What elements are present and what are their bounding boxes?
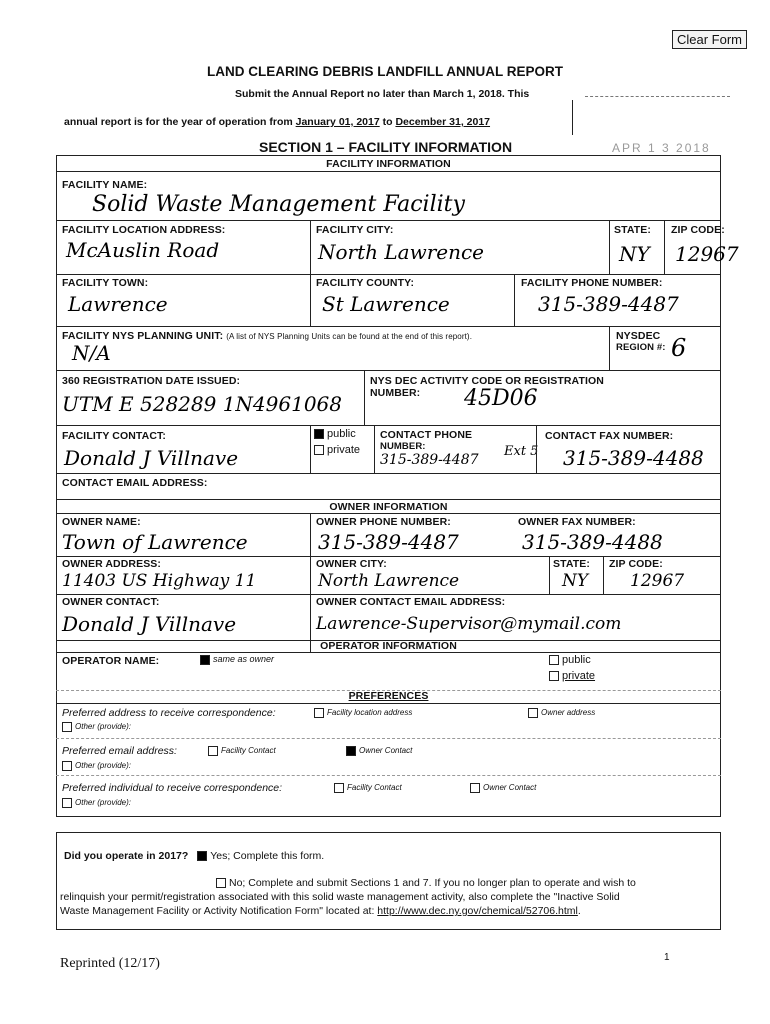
operator-public-checkbox[interactable]: public — [549, 654, 591, 666]
pref-address-facility-checkbox[interactable]: Facility location address — [314, 708, 412, 718]
facility-phone-field[interactable]: 315-389-4487 — [538, 292, 679, 316]
same-as-owner-checkbox[interactable]: same as owner — [200, 654, 274, 665]
owner-name-label: OWNER NAME: — [62, 516, 141, 528]
facility-city-field[interactable]: North Lawrence — [318, 240, 485, 264]
facility-zip-field[interactable]: 12967 — [675, 242, 739, 266]
operator-info-header: OPERATOR INFORMATION — [320, 640, 457, 652]
submit-note: Submit the Annual Report no later than March 1, 2018. This — [235, 88, 530, 100]
pref-email-question: Preferred email address: — [62, 745, 177, 757]
facility-phone-label: FACILITY PHONE NUMBER: — [521, 277, 663, 289]
pref-individual-question: Preferred individual to receive correspondence: — [62, 782, 283, 794]
pref-individual-other-checkbox[interactable]: Other (provide): — [62, 798, 131, 808]
report-period: annual report is for the year of operation from January 01, 2017 to December 31, 2017 — [64, 116, 491, 128]
facility-address-label: FACILITY LOCATION ADDRESS: — [62, 224, 226, 236]
facility-zip-label: ZIP CODE: — [671, 224, 725, 236]
operator-private-checkbox[interactable]: private — [549, 670, 595, 682]
page-title: LAND CLEARING DEBRIS LANDFILL ANNUAL REPORT — [207, 64, 563, 79]
preferences-header: PREFERENCES — [348, 690, 429, 702]
owner-city-field[interactable]: North Lawrence — [318, 571, 460, 591]
private-checkbox[interactable]: private — [314, 444, 360, 456]
registration-date-field[interactable]: UTM E 528289 1N4961068 — [62, 392, 342, 416]
facility-contact-label: FACILITY CONTACT: — [62, 430, 166, 442]
owner-fax-field[interactable]: 315-389-4488 — [522, 530, 663, 554]
operate-no-line2: relinquish your permit/registration associated with this solid waste management activity, also complete the "Inactive Solid — [60, 891, 620, 903]
contact-phone-field[interactable]: 315-389-4487 — [380, 452, 479, 468]
facility-county-label: FACILITY COUNTY: — [316, 277, 415, 289]
owner-info-header: OWNER INFORMATION — [329, 501, 448, 513]
operator-name-label: OPERATOR NAME: — [62, 655, 160, 667]
contact-fax-field[interactable]: 315-389-4488 — [563, 446, 704, 470]
facility-county-field[interactable]: St Lawrence — [322, 292, 450, 316]
owner-fax-label: OWNER FAX NUMBER: — [518, 516, 636, 528]
operate-no-line3: Waste Management Facility or Activity Notification Form" located at: http://www.dec.ny.gov/chemical/52706.html. — [60, 905, 581, 917]
pref-address-other-checkbox[interactable]: Other (provide): — [62, 722, 131, 732]
owner-city-label: OWNER CITY: — [316, 558, 387, 570]
region-label: NYSDEC REGION #: — [616, 330, 666, 353]
activity-code-field[interactable]: 45D06 — [464, 386, 538, 411]
owner-phone-field[interactable]: 315-389-4487 — [318, 530, 459, 554]
pref-email-owner-checkbox[interactable]: Owner Contact — [346, 746, 412, 756]
owner-address-label: OWNER ADDRESS: — [62, 558, 162, 570]
public-checkbox[interactable]: public — [314, 428, 356, 440]
contact-fax-label: CONTACT FAX NUMBER: — [545, 430, 674, 442]
operate-question: Did you operate in 2017? Yes; Complete this form. — [64, 850, 325, 862]
owner-name-field[interactable]: Town of Lawrence — [62, 530, 248, 554]
operate-yes-checkbox[interactable]: Yes; Complete this form. — [197, 850, 324, 862]
clear-form-button[interactable]: Clear Form — [672, 30, 747, 49]
owner-contact-label: OWNER CONTACT: — [62, 596, 160, 608]
owner-zip-field[interactable]: 12967 — [630, 571, 685, 591]
facility-state-label: STATE: — [614, 224, 651, 236]
operate-no-checkbox[interactable]: No; Complete and submit Sections 1 and 7. If you no longer plan to operate and wish to — [216, 877, 636, 889]
inactive-form-link[interactable]: http://www.dec.ny.gov/chemical/52706.html — [377, 905, 578, 917]
pref-individual-owner-checkbox[interactable]: Owner Contact — [470, 783, 536, 793]
received-stamp: APR 1 3 2018 — [612, 141, 711, 155]
pref-address-owner-checkbox[interactable]: Owner address — [528, 708, 595, 718]
facility-address-field[interactable]: McAuslin Road — [66, 238, 220, 262]
facility-name-label: FACILITY NAME: — [62, 179, 148, 191]
facility-contact-field[interactable]: Donald J Villnave — [64, 446, 239, 470]
registration-date-label: 360 REGISTRATION DATE ISSUED: — [62, 375, 241, 387]
owner-state-field[interactable]: NY — [562, 571, 589, 591]
facility-state-field[interactable]: NY — [619, 242, 650, 266]
facility-info-header: FACILITY INFORMATION — [326, 158, 451, 170]
owner-zip-label: ZIP CODE: — [609, 558, 663, 570]
facility-city-label: FACILITY CITY: — [316, 224, 394, 236]
pref-email-other-checkbox[interactable]: Other (provide): — [62, 761, 131, 771]
planning-unit-field[interactable]: N/A — [72, 341, 111, 365]
owner-address-field[interactable]: 11403 US Highway 11 — [62, 571, 257, 591]
facility-name-field[interactable]: Solid Waste Management Facility — [92, 192, 465, 217]
owner-email-label: OWNER CONTACT EMAIL ADDRESS: — [316, 596, 506, 608]
facility-town-field[interactable]: Lawrence — [68, 292, 168, 316]
contact-phone-label: CONTACT PHONE NUMBER: — [380, 429, 473, 452]
page-number: 1 — [664, 952, 670, 963]
owner-contact-field[interactable]: Donald J Villnave — [62, 612, 237, 636]
facility-town-label: FACILITY TOWN: — [62, 277, 149, 289]
planning-unit-label: FACILITY NYS PLANNING UNIT: (A list of NYS Planning Units can be found at the end of this report). — [62, 330, 473, 342]
pref-email-facility-checkbox[interactable]: Facility Contact — [208, 746, 276, 756]
owner-phone-label: OWNER PHONE NUMBER: — [316, 516, 451, 528]
pref-individual-facility-checkbox[interactable]: Facility Contact — [334, 783, 402, 793]
activity-code-label: NYS DEC ACTIVITY CODE OR REGISTRATION NUMBER: — [370, 375, 604, 399]
reprinted-note: Reprinted (12/17) — [60, 956, 160, 971]
owner-email-field[interactable]: Lawrence-Supervisor@mymail.com — [316, 614, 622, 634]
section-title: SECTION 1 – FACILITY INFORMATION — [259, 139, 513, 155]
contact-email-label: CONTACT EMAIL ADDRESS: — [62, 477, 208, 489]
region-field[interactable]: 6 — [671, 334, 687, 362]
pref-address-question: Preferred address to receive correspondence: — [62, 707, 276, 719]
contact-ext-field[interactable]: Ext 5 — [504, 444, 539, 459]
owner-state-label: STATE: — [553, 558, 590, 570]
